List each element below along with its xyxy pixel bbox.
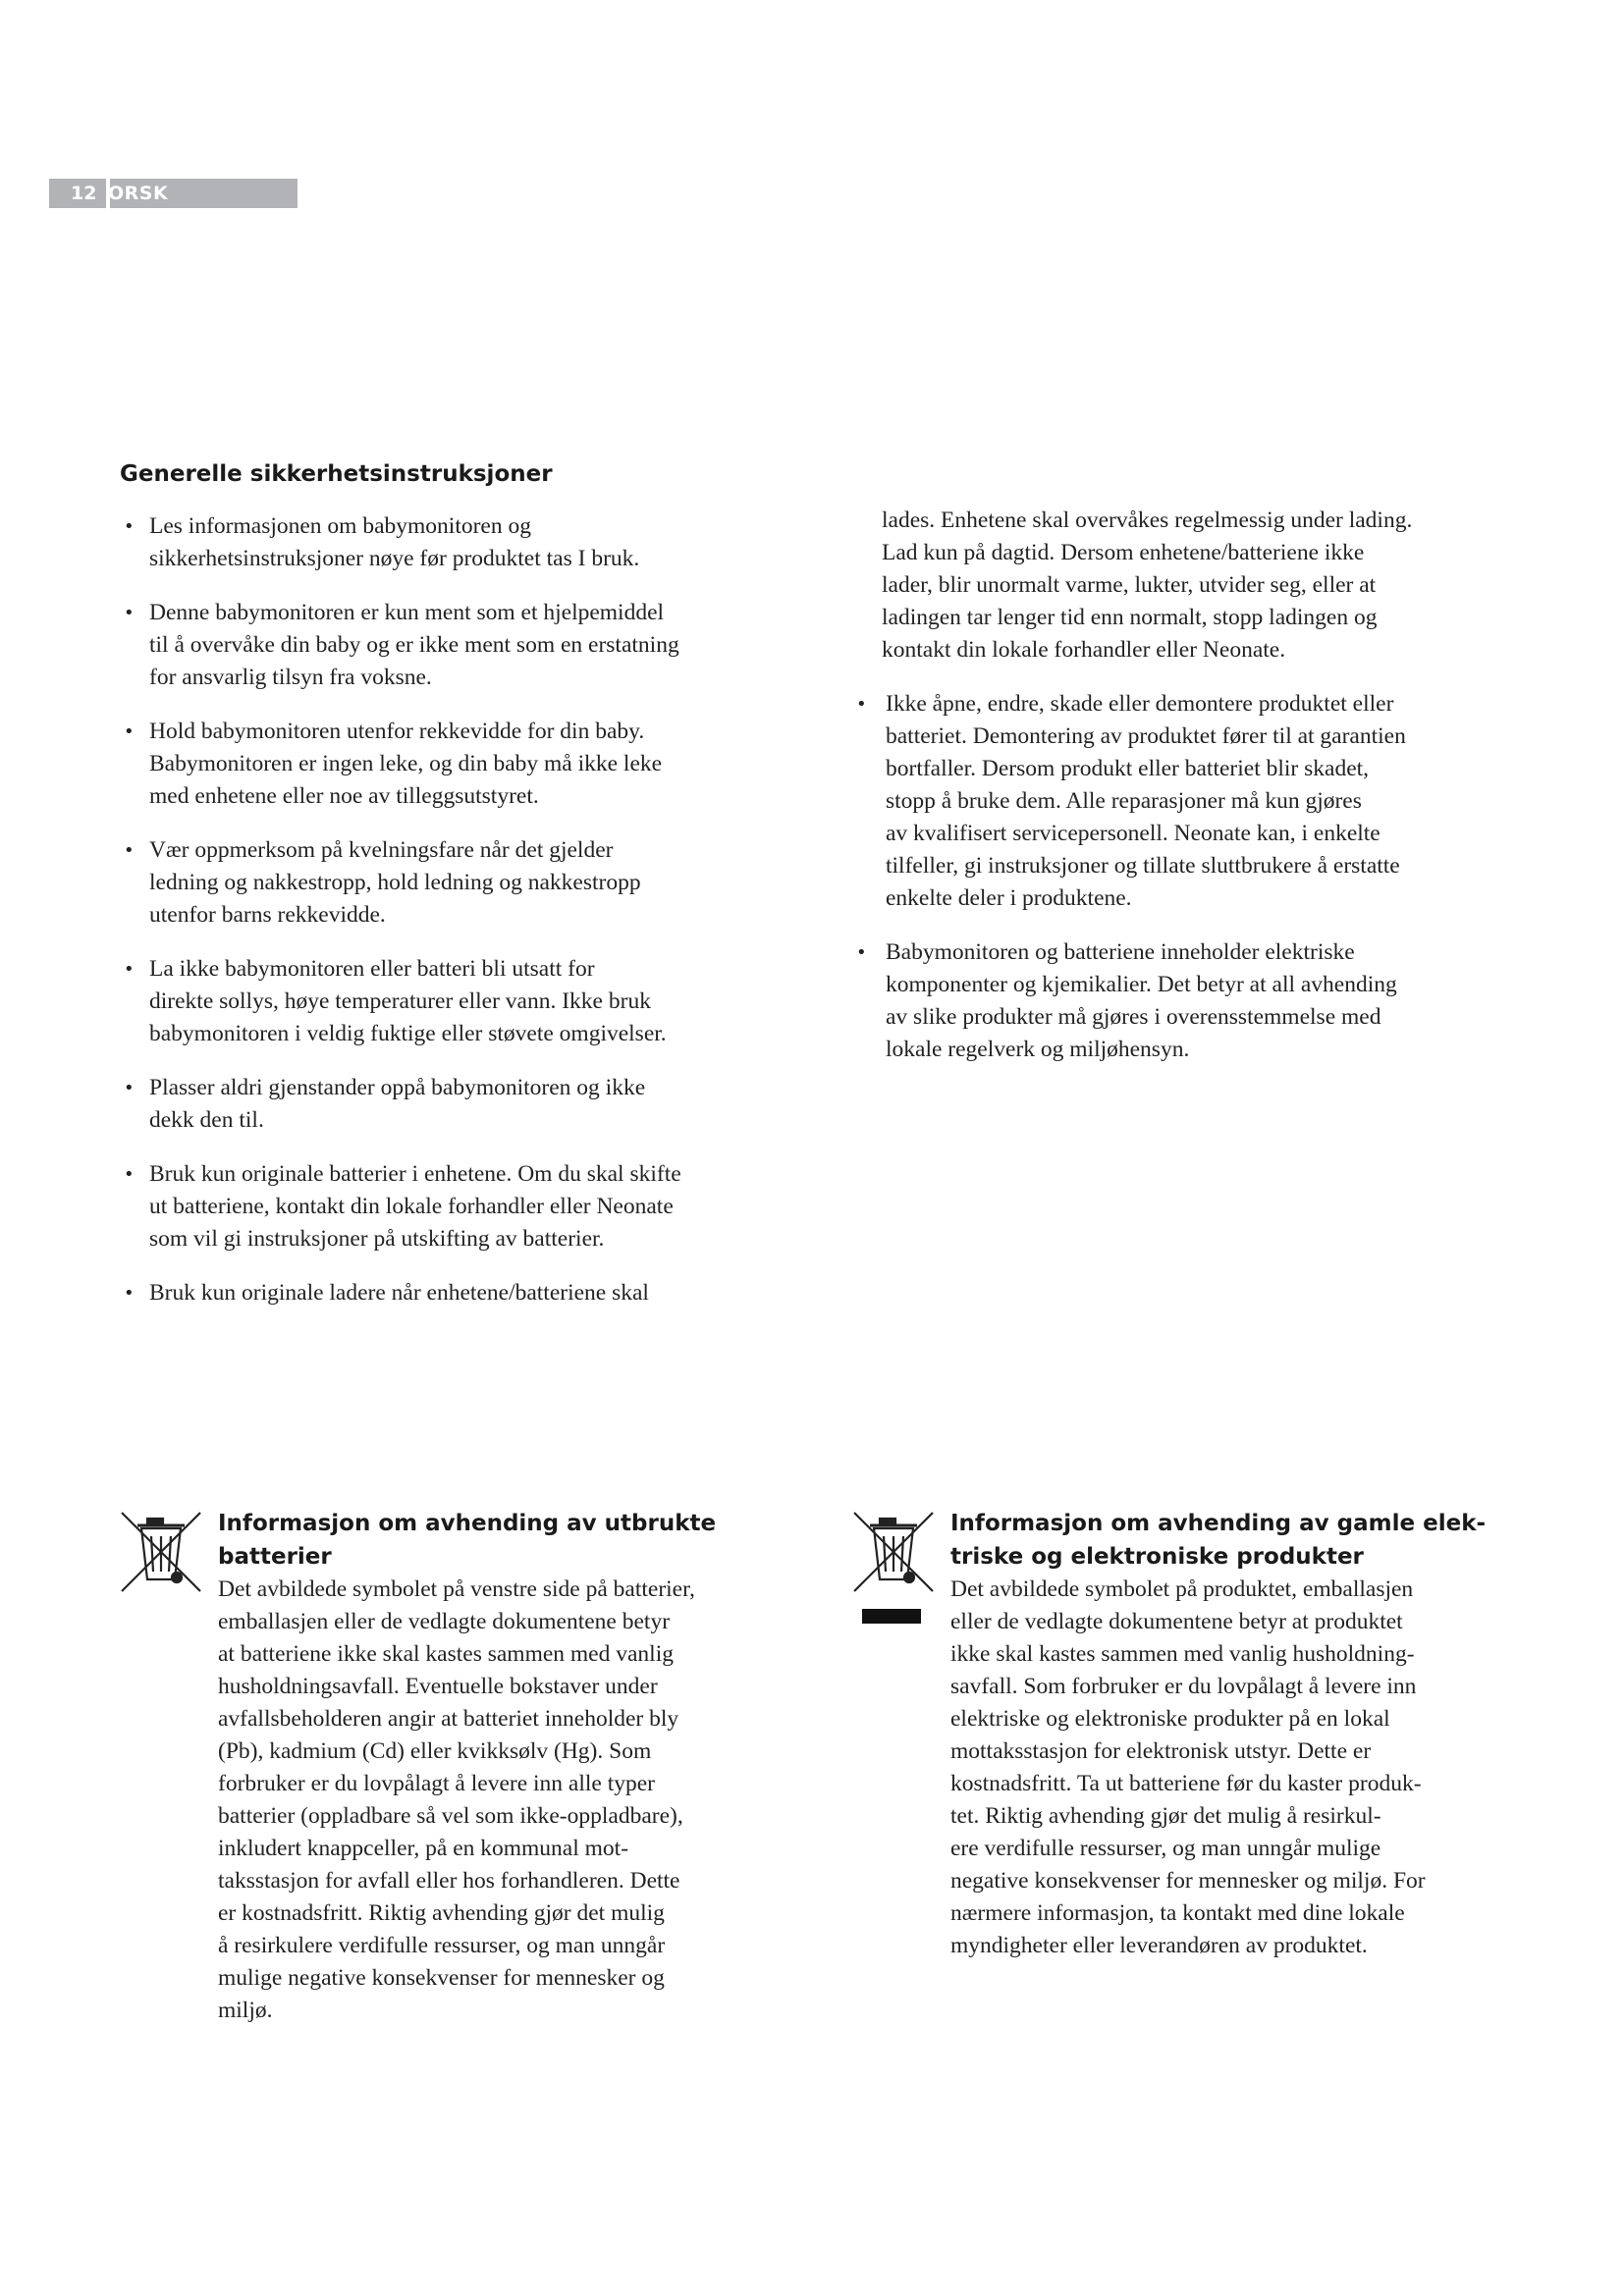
- text-line: miljø.: [218, 1998, 273, 2023]
- electronics-disposal-body: [950, 1574, 1579, 1962]
- text-line: utenfor barns rekkevidde.: [149, 902, 386, 928]
- text-line: er kostnadsfritt. Riktig avhending gjør det mulig: [218, 1900, 665, 1926]
- text-line: Plasser aldri gjenstander oppå babymonitoren og ikke: [149, 1075, 646, 1100]
- text-line: ledning og nakkestropp, hold ledning og nakkestropp: [149, 870, 641, 895]
- text-line: La ikke babymonitoren eller batteri bli utsatt for: [149, 956, 595, 982]
- text-line: Babymonitoren og batteriene inneholder elektriske: [886, 939, 1355, 965]
- text-line: ut batteriene, kontakt din lokale forhandler eller Neonate: [149, 1194, 674, 1219]
- text-line: avfallsbeholderen angir at batteriet inneholder bly: [218, 1706, 679, 1732]
- text-line: enkelte deler i produktene.: [886, 885, 1132, 911]
- text-line: batteriet. Demontering av produktet fører til at garantien: [886, 723, 1406, 749]
- heading-line: batterier: [218, 1544, 332, 1570]
- text-line: Vær oppmerksom på kvelningsfare når det gjelder: [149, 837, 614, 863]
- text-line: Lad kun på dagtid. Dersom enhetene/batteriene ikke: [882, 540, 1365, 565]
- heading-line: Informasjon om avhending av gamle elek-: [950, 1511, 1487, 1536]
- text-line: eller de vedlagte dokumentene betyr at produktet: [950, 1609, 1403, 1634]
- language-label: ORSK: [108, 183, 169, 204]
- safety-left-column: [120, 457, 807, 1331]
- text-line: lokale regelverk og miljøhensyn.: [886, 1037, 1190, 1062]
- bullet-icon: •: [124, 516, 135, 537]
- list-item: [120, 510, 807, 575]
- text-line: mulige negative konsekvenser for mennesker og: [218, 1965, 665, 1991]
- battery-disposal-text: [218, 1507, 846, 2027]
- text-line: Hold babymonitoren utenfor rekkevidde for din baby.: [149, 719, 645, 744]
- text-line: dekk den til.: [149, 1107, 264, 1133]
- text-line: ikke skal kastes sammen med vanlig husholdning-: [950, 1641, 1415, 1667]
- bullet-icon: •: [856, 694, 867, 715]
- text-line: Bruk kun originale batterier i enhetene. Om du skal skifte: [149, 1161, 681, 1187]
- bullet-icon: •: [124, 603, 135, 623]
- text-line: av slike produkter må gjøres i overensstemmelse med: [886, 1004, 1381, 1030]
- bullet-icon: •: [856, 942, 867, 963]
- text-line: Det avbildede symbolet på produktet, emballasjen: [950, 1576, 1414, 1602]
- safety-list-left: [120, 510, 807, 1309]
- page-number: 12: [71, 183, 97, 204]
- bullet-icon: •: [124, 1283, 135, 1304]
- page-header-bar: [49, 179, 298, 208]
- text-line: som vil gi instruksjoner på utskifting av batterier.: [149, 1226, 605, 1252]
- list-item: [120, 834, 807, 932]
- heading-line: Informasjon om avhending av utbrukte: [218, 1511, 717, 1536]
- text-line: myndigheter eller leverandøren av produktet.: [950, 1933, 1368, 1958]
- list-item: [120, 1158, 807, 1255]
- battery-disposal-body: [218, 1574, 846, 2027]
- crossed-bin-weee-icon: [852, 1511, 935, 1599]
- text-line: stopp å bruke dem. Alle reparasjoner må kun gjøres: [886, 788, 1362, 814]
- text-line: nærmere informasjon, ta kontakt med dine lokale: [950, 1900, 1405, 1926]
- text-line: lader, blir unormalt varme, lukter, utvider seg, eller at: [882, 572, 1377, 598]
- crossed-bin-icon: [120, 1511, 202, 1599]
- text-line: tilfeller, gi instruksjoner og tillate sluttbrukere å erstatte: [886, 853, 1400, 879]
- text-line: sikkerhetsinstruksjoner nøye før produktet tas I bruk.: [149, 546, 640, 571]
- text-line: til å overvåke din baby og er ikke ment som en erstatning: [149, 632, 679, 658]
- text-line: elektriske og elektroniske produkter på en lokal: [950, 1706, 1390, 1732]
- text-line: taksstasjon for avfall eller hos forhandleren. Dette: [218, 1868, 680, 1894]
- safety-list-right: [852, 688, 1540, 1066]
- electronics-disposal-heading: [950, 1507, 1579, 1574]
- text-line: mottaksstasjon for elektronisk utstyr. Dette er: [950, 1738, 1372, 1764]
- electronics-disposal-text: [950, 1507, 1579, 1962]
- list-item: [120, 1072, 807, 1137]
- text-line: husholdningsavfall. Eventuelle bokstaver under: [218, 1674, 658, 1699]
- text-line: inkludert knappceller, på en kommunal mot-: [218, 1836, 629, 1861]
- text-line: kontakt din lokale forhandler eller Neonate.: [882, 637, 1286, 663]
- bullet-icon: •: [124, 721, 135, 742]
- list-item: [120, 1277, 807, 1309]
- list-item: [120, 716, 807, 813]
- bullet-icon: •: [124, 840, 135, 861]
- text-line: ere verdifulle ressurser, og man unngår mulige: [950, 1836, 1381, 1861]
- bullet-icon: •: [124, 1164, 135, 1185]
- safety-heading: Generelle sikkerhetsinstruksjoner: [120, 461, 553, 487]
- text-line: (Pb), kadmium (Cd) eller kvikksølv (Hg). Som: [218, 1738, 652, 1764]
- list-item: [120, 597, 807, 694]
- text-line: Bruk kun originale ladere når enhetene/batteriene skal: [149, 1280, 649, 1306]
- text-line: savfall. Som forbruker er du lovpålagt å levere inn: [950, 1674, 1417, 1699]
- text-line: direkte sollys, høye temperaturer eller vann. Ikke bruk: [149, 988, 651, 1014]
- bullet-icon: •: [124, 1078, 135, 1098]
- list-item: [852, 688, 1540, 915]
- text-line: babymonitoren i veldig fuktige eller støvete omgivelser.: [149, 1021, 667, 1046]
- text-line: emballasjen eller de vedlagte dokumentene betyr: [218, 1609, 671, 1634]
- text-line: Denne babymonitoren er kun ment som et hjelpemiddel: [149, 600, 665, 625]
- battery-disposal-heading: [218, 1507, 846, 1574]
- list-item: [120, 953, 807, 1050]
- text-line: Babymonitoren er ingen leke, og din baby må ikke leke: [149, 751, 663, 776]
- text-line: kostnadsfritt. Ta ut batteriene før du kaster produk-: [950, 1771, 1422, 1796]
- text-line: tet. Riktig avhending gjør det mulig å resirkul-: [950, 1803, 1381, 1829]
- text-line: negative konsekvenser for mennesker og miljø. For: [950, 1868, 1426, 1894]
- text-line: for ansvarlig tilsyn fra voksne.: [149, 665, 432, 690]
- text-line: lades. Enhetene skal overvåkes regelmessig under lading.: [882, 507, 1413, 533]
- text-line: batterier (oppladbare så vel som ikke-oppladbare),: [218, 1803, 683, 1829]
- heading-line: triske og elektroniske produkter: [950, 1544, 1364, 1570]
- text-line: av kvalifisert servicepersonell. Neonate kan, i enkelte: [886, 821, 1380, 846]
- text-line: forbruker er du lovpålagt å levere inn alle typer: [218, 1771, 655, 1796]
- text-line: at batteriene ikke skal kastes sammen med vanlig: [218, 1641, 674, 1667]
- list-item: [852, 936, 1540, 1066]
- safety-right-column: [852, 505, 1540, 1088]
- text-line: med enhetene eller noe av tilleggsutstyret.: [149, 783, 539, 809]
- text-line: Det avbildede symbolet på venstre side på batterier,: [218, 1576, 695, 1602]
- bullet-icon: •: [124, 959, 135, 980]
- text-line: Les informasjonen om babymonitoren og: [149, 513, 531, 539]
- text-line: å resirkulere verdifulle ressurser, og man unngår: [218, 1933, 666, 1958]
- text-line: ladingen tar lenger tid enn normalt, stopp ladingen og: [882, 605, 1378, 630]
- safety-continuation-paragraph: [882, 505, 1540, 667]
- text-line: komponenter og kjemikalier. Det betyr at all avhending: [886, 972, 1397, 997]
- text-line: bortfaller. Dersom produkt eller batteriet blir skadet,: [886, 756, 1370, 781]
- weee-black-bar: [862, 1609, 921, 1624]
- text-line: Ikke åpne, endre, skade eller demontere produktet eller: [886, 691, 1394, 717]
